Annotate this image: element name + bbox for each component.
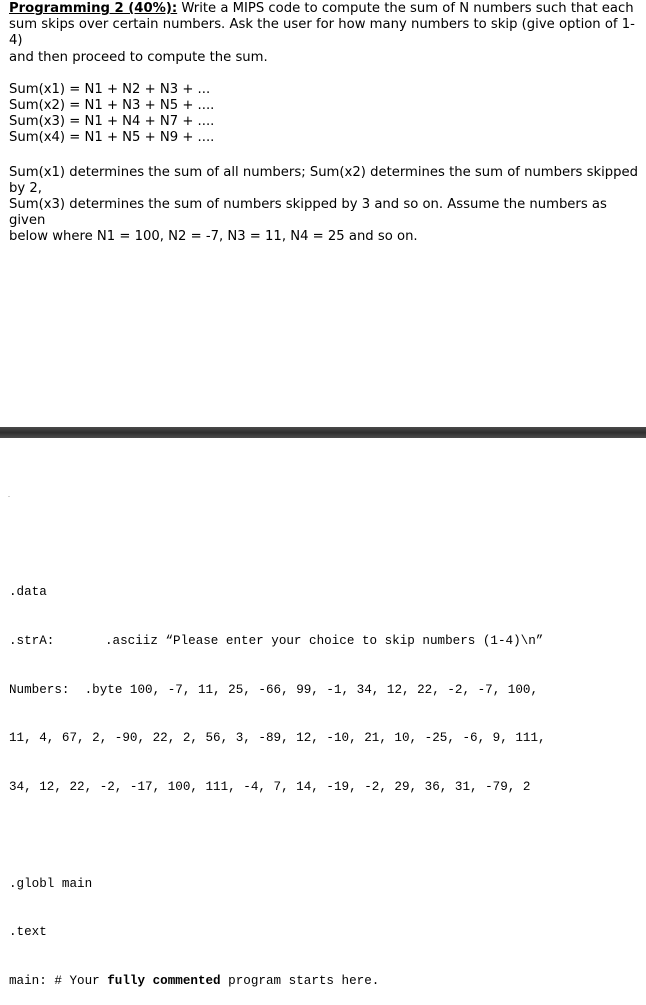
code-numbers-label: Numbers: <box>9 682 70 697</box>
code-main-bold: fully commented <box>107 973 221 988</box>
code-numbers-line-1 <box>9 682 639 698</box>
code-numbers-line-3: 34, 12, 22, -2, -17, 100, 111, -4, 7, 14, -19, -2, 29, 36, 31, -79, 2 <box>9 779 531 794</box>
code-main-line <box>9 973 639 989</box>
formula-sum-x4: Sum(x4) = N1 + N5 + N9 + .... <box>9 130 215 146</box>
intro-line-2: sum skips over certain numbers. Ask the user for how many numbers to skip (give option of 1-4) <box>9 17 635 49</box>
code-globl: .globl main <box>9 876 93 891</box>
code-block <box>9 552 639 1005</box>
assignment-heading: Programming 2 (40%): <box>9 1 178 16</box>
page-divider <box>0 427 646 438</box>
code-str-value: .asciiz “Please enter your choice to skip numbers (1-4)\n” <box>105 634 544 648</box>
formula-sum-x2: Sum(x2) = N1 + N3 + N5 + .... <box>9 98 215 114</box>
formula-list <box>9 82 639 147</box>
formula-sum-x1: Sum(x1) = N1 + N2 + N3 + ... <box>9 81 211 97</box>
code-str-label: .strA: <box>9 634 55 648</box>
scan-mark <box>8 496 10 497</box>
code-main-suffix: program starts here. <box>220 973 380 988</box>
explanation-line-2: Sum(x3) determines the sum of numbers skipped by 3 and so on. Assume the numbers as given <box>9 197 607 229</box>
assignment-text <box>9 1 639 246</box>
code-data-directive: .data <box>9 585 47 600</box>
code-numbers-line-2: 11, 4, 67, 2, -90, 22, 2, 56, 3, -89, 12, -10, 21, 10, -25, -6, 9, 111, <box>9 731 546 746</box>
explanation-line-1: Sum(x1) determines the sum of all numbers; Sum(x2) determines the sum of numbers skipped by 2, <box>9 164 639 196</box>
code-numbers-values-1: .byte 100, -7, 11, 25, -66, 99, -1, 34, 12, 22, -2, -7, 100, <box>69 682 539 697</box>
intro-line-1: Write a MIPS code to compute the sum of N numbers such that each <box>177 1 634 16</box>
code-str-line <box>9 633 639 649</box>
intro-paragraph <box>9 1 639 66</box>
formula-sum-x3: Sum(x3) = N1 + N4 + N7 + .... <box>9 114 215 130</box>
code-text-directive: .text <box>9 925 47 940</box>
intro-line-3: and then proceed to compute the sum. <box>9 49 268 65</box>
explanation-line-3: below where N1 = 100, N2 = -7, N3 = 11, N4 = 25 and so on. <box>9 229 418 245</box>
explanation-paragraph <box>9 165 639 246</box>
code-main-prefix: main: # Your <box>9 973 108 988</box>
